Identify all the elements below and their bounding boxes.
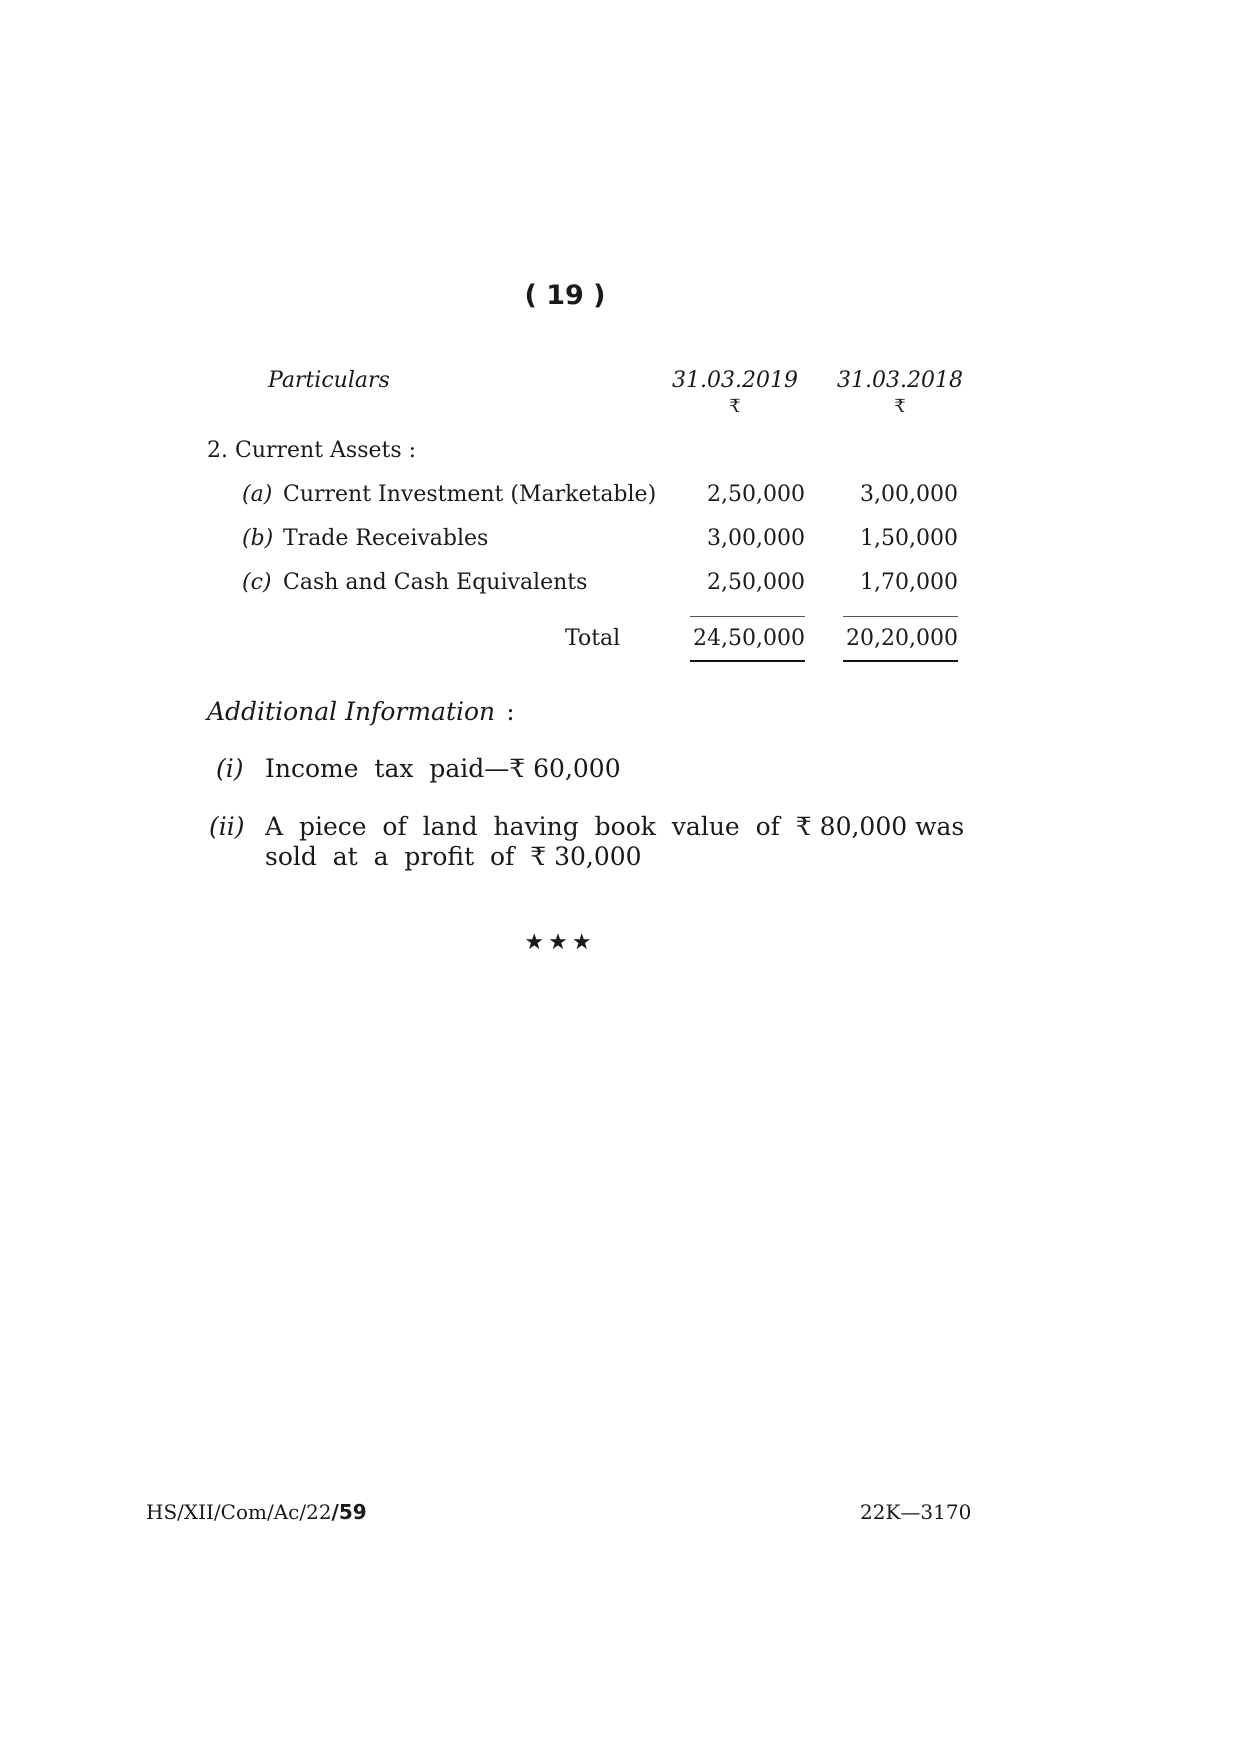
year-2018-header: 31.03.2018 <box>837 368 963 393</box>
total-value-2019: 24,50,000 <box>693 626 805 651</box>
total-rule-top-2019 <box>690 616 805 617</box>
row-marker: (c) <box>242 570 272 595</box>
total-label: Total <box>565 626 621 651</box>
end-stars: ★★★ <box>524 930 596 955</box>
footer-right-code: 22K—3170 <box>860 1500 972 1524</box>
currency-2018: ₹ <box>894 396 906 417</box>
row-label: Cash and Cash Equivalents <box>283 570 588 595</box>
footer-code <box>146 1500 367 1524</box>
info-line-continued: sold at a profit of ₹ 30,000 <box>265 842 642 871</box>
particulars-header: Particulars <box>268 368 390 393</box>
info-marker: (i) <box>216 754 244 783</box>
row-label: Trade Receivables <box>283 526 489 551</box>
row-value-2019: 2,50,000 <box>707 570 805 595</box>
row-value-2018: 3,00,000 <box>860 482 958 507</box>
info-line: Income tax paid—₹ 60,000 <box>265 754 621 783</box>
row-value-2019: 2,50,000 <box>707 482 805 507</box>
page-number: ( 19 ) <box>524 280 606 311</box>
total-value-2018: 20,20,000 <box>846 626 958 651</box>
info-line: A piece of land having book value of ₹ 80,000 was <box>265 812 965 841</box>
footer-code-bold: /59 <box>331 1500 367 1524</box>
row-value-2018: 1,70,000 <box>860 570 958 595</box>
total-rule-top-2018 <box>843 616 958 617</box>
total-rule-bottom-2018 <box>843 660 958 662</box>
row-label: Current Investment (Marketable) <box>283 482 657 507</box>
additional-info-colon: : <box>506 697 515 726</box>
info-marker: (ii) <box>209 812 245 841</box>
year-2019-header: 31.03.2019 <box>672 368 798 393</box>
additional-info-heading <box>207 697 515 726</box>
section-title: 2. Current Assets : <box>207 438 417 463</box>
row-value-2019: 3,00,000 <box>707 526 805 551</box>
footer-code-prefix: HS/XII/Com/Ac/22 <box>146 1500 332 1524</box>
row-value-2018: 1,50,000 <box>860 526 958 551</box>
row-marker: (a) <box>242 482 273 507</box>
total-rule-bottom-2019 <box>690 660 805 662</box>
currency-2019: ₹ <box>729 396 741 417</box>
row-marker: (b) <box>242 526 274 551</box>
additional-info-title: Additional Information <box>207 697 496 726</box>
